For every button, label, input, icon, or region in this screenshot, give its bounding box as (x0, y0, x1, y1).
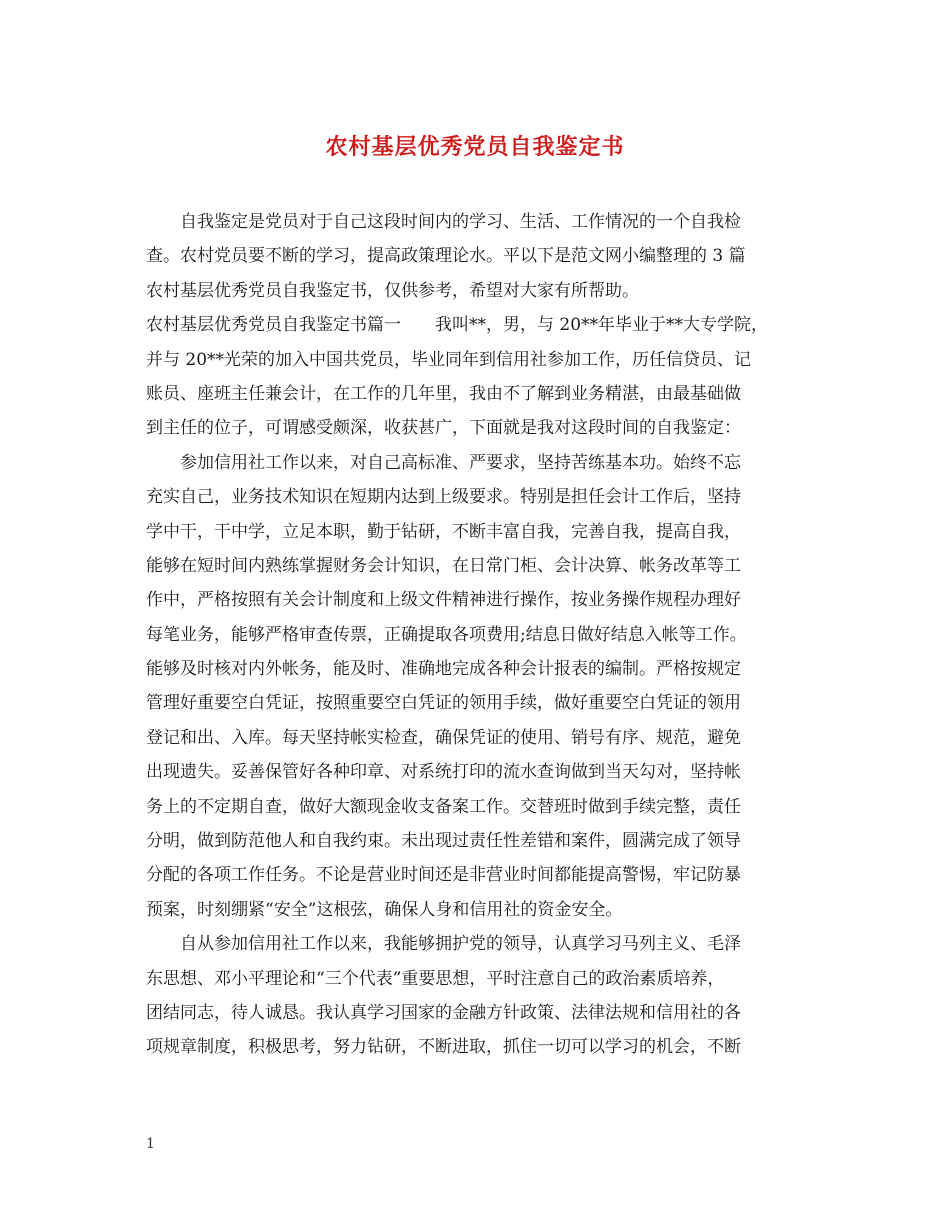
text-line: 分配的各项工作任务。不论是营业时间还是非营业时间都能提高警惕，牢记防暴 (146, 865, 741, 886)
text-line: 东思想、邓小平理论和“三个代表”重要思想，平时注意自己的政治素质培养， (146, 968, 725, 989)
document-body (146, 205, 806, 1065)
text-line: 出现遗失。妥善保管好各种印章、对系统打印的流水查询做到当天勾对，坚持帐 (146, 762, 741, 783)
section-heading: 农村基层优秀党员自我鉴定书篇一 (146, 315, 401, 336)
text-line: 账员、座班主任兼会计，在工作的几年里，我由不了解到业务精湛，由最基础做 (146, 383, 741, 404)
text-line: 充实自己，业务技术知识在短期内达到上级要求。特别是担任会计工作后，坚持 (146, 487, 741, 508)
document-title: 农村基层优秀党员自我鉴定书 (325, 135, 625, 160)
text-line: 参加信用社工作以来，对自己高标准、严要求，坚持苦练基本功。始终不忘 (180, 452, 741, 473)
text-line: 预案，时刻绷紧“安全”这根弦，确保人身和信用社的资金安全。 (146, 899, 623, 920)
text-line: 能够在短时间内熟练掌握财务会计知识，在日常门柜、会计决算、帐务改革等工 (146, 555, 741, 576)
text-line: 农村基层优秀党员自我鉴定书，仅供参考，希望对大家有所帮助。 (146, 280, 639, 301)
text-line: 作中，严格按照有关会计制度和上级文件精神进行操作，按业务操作规程办理好 (146, 590, 741, 611)
text-line: 查。农村党员要不断的学习，提高政策理论水。平以下是范文网小编整理的 3 篇 (146, 246, 746, 267)
text-line (146, 308, 806, 342)
text-line: 管理好重要空白凭证，按照重要空白凭证的领用手续，做好重要空白凭证的领用 (146, 693, 741, 714)
text-line: 学中干，干中学，立足本职，勤于钻研，不断丰富自我，完善自我，提高自我， (146, 521, 741, 542)
text-line: 登记和出、入库。每天坚持帐实检查，确保凭证的使用、销号有序、规范，避免 (146, 727, 741, 748)
text-line: 并与 20**光荣的加入中国共党员，毕业同年到信用社参加工作，历任信贷员、记 (146, 349, 752, 370)
text-line: 能够及时核对内外帐务，能及时、准确地完成各种会计报表的编制。严格按规定 (146, 659, 741, 680)
text-line: 项规章制度，积极思考，努力钻研，不断进取，抓住一切可以学习的机会，不断 (146, 1037, 741, 1058)
text-line: 自我鉴定是党员对于自己这段时间内的学习、生活、工作情况的一个自我检 (180, 212, 741, 232)
text-line-rest: 我叫**，男，与 20**年毕业于**大专学院， (435, 315, 769, 336)
text-line: 分明，做到防范他人和自我约束。未出现过责任性差错和案件，圆满完成了领导 (146, 831, 741, 852)
text-line: 团结同志，待人诚恳。我认真学习国家的金融方针政策、法律法规和信用社的各 (146, 1002, 741, 1023)
text-line: 到主任的位子，可谓感受颇深，收获甚广，下面就是我对这段时间的自我鉴定： (146, 418, 741, 439)
text-line: 务上的不定期自查，做好大额现金收支备案工作。交替班时做到手续完整，责任 (146, 796, 741, 817)
text-line: 自从参加信用社工作以来，我能够拥护党的领导，认真学习马列主义、毛泽 (180, 934, 741, 955)
page-number: 1 (146, 1136, 155, 1152)
text-line: 每笔业务，能够严格审查传票，正确提取各项费用;结息日做好结息入帐等工作。 (146, 624, 747, 645)
